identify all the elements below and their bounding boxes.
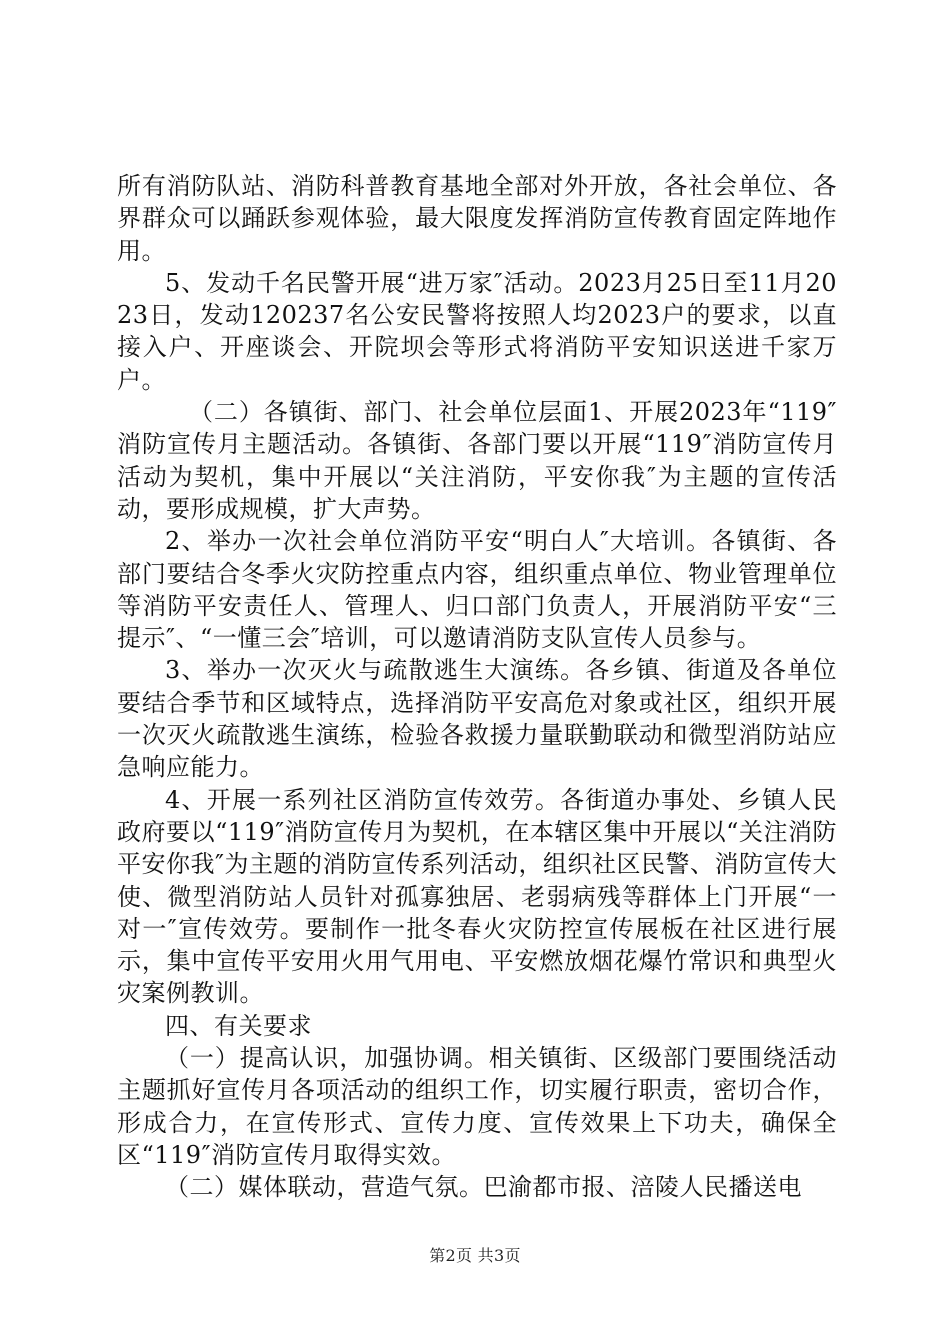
paragraph-item-3: 3、举办一次灭火与疏散逃生大演练。各乡镇、街道及各单位要结合季节和区域特点，选择消防平安高危对象或社区，组织开展一次灭火疏散逃生演练，检验各救援力量联勤联动和微型消防站应急响应能力。: [117, 656, 837, 782]
paragraph-item-2: 2、举办一次社会单位消防平安“明白人″大培训。各镇街、各部门要结合冬季火灾防控重点内容，组织重点单位、物业管理单位等消防平安责任人、管理人、归口部门负责人，开展消防平安“三提示″、“一懂三会″培训，可以邀请消防支队宣传人员参与。: [117, 527, 837, 653]
document-body: [117, 170, 837, 1204]
paragraph-item-5: 5、发动千名民警开展“进万家″活动。2023月25日至11月2023日，发动120237名公安民警将按照人均2023户的要求，以直接入户、开座谈会、开院坝会等形式将消防平安知识送进千家万户。: [117, 268, 837, 394]
page-footer: 第2页 共3页: [429, 1246, 521, 1265]
paragraph-requirement-2: （二）媒体联动，营造气氛。巴渝都市报、涪陵人民播送电: [165, 1173, 802, 1202]
paragraph-item-4: 4、开展一系列社区消防宣传效劳。各街道办事处、乡镇人民政府要以“119″消防宣传月为契机，在本辖区集中开展以“关注消防平安你我″为主题的消防宣传系列活动，组织社区民警、消防宣传大使、微型消防站人员针对孤寡独居、老弱病残等群体上门开展“一对一″宣传效劳。要制作一批冬春火灾防控宣传展板在社区进行展示，集中宣传平安用火用气用电、平安燃放烟花爆竹常识和典型火灾案例教训。: [117, 785, 837, 1008]
paragraph-continuation: 所有消防队站、消防科普教育基地全部对外开放，各社会单位、各界群众可以踊跃参观体验，最大限度发挥消防宣传教育固定阵地作用。: [117, 172, 837, 265]
paragraph-section-two: （二）各镇街、部门、社会单位层面1、开展2023年“119″消防宣传月主题活动。各镇街、各部门要以开展“119″消防宣传月活动为契机，集中开展以“关注消防，平安你我″为主题的宣传活动，要形成规模，扩大声势。: [117, 398, 837, 523]
paragraph-requirement-1: （一）提高认识，加强协调。相关镇街、区级部门要围绕活动主题抓好宣传月各项活动的组织工作，切实履行职责，密切合作，形成合力，在宣传形式、宣传力度、宣传效果上下功夫，确保全区“119″消防宣传月取得实效。: [117, 1044, 837, 1169]
section-heading-requirements: 四、有关要求: [165, 1011, 312, 1040]
